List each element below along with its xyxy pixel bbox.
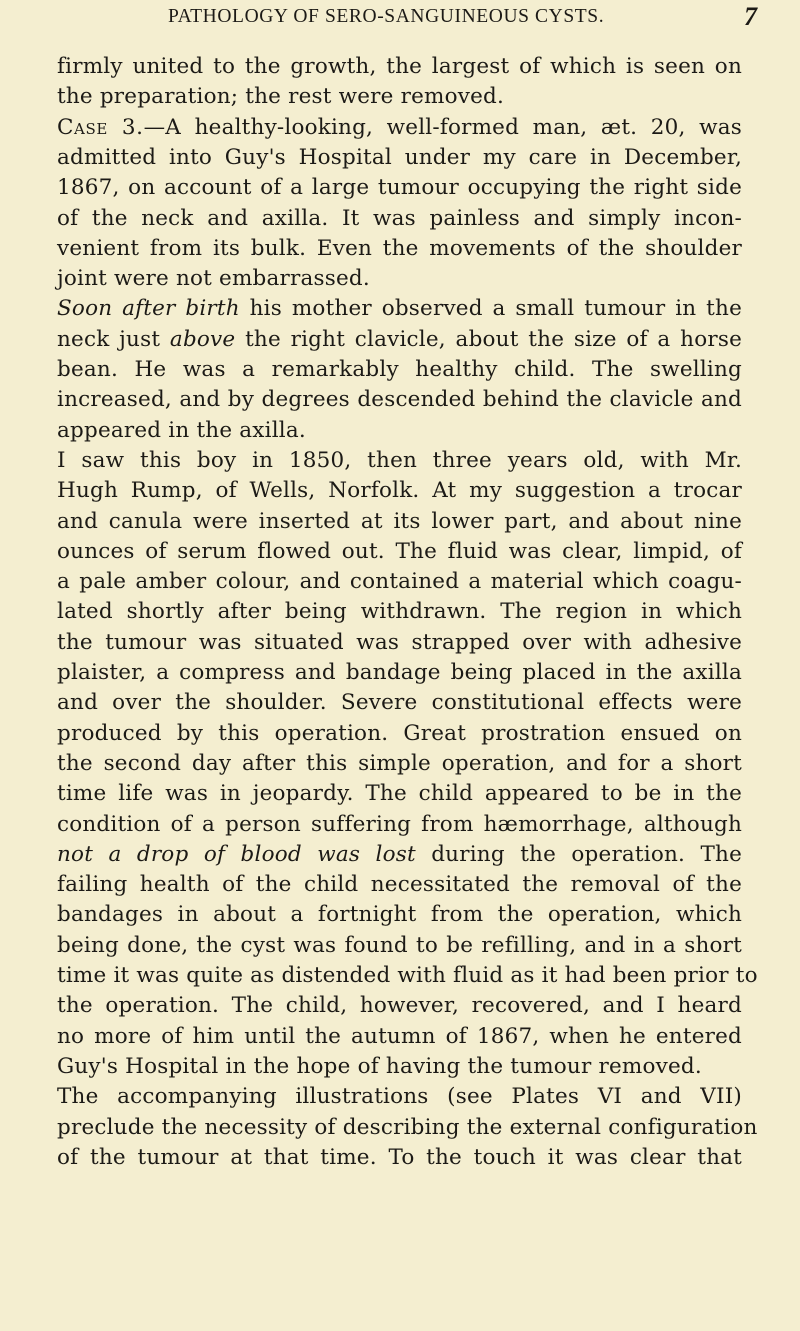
line-text: the tumour was situated was strapped over with adhesive	[57, 629, 742, 655]
text-line	[57, 749, 742, 779]
line-text: of the neck and axilla. It was painless and simply incon-	[57, 205, 742, 231]
line-text: appeared in the axilla.	[57, 417, 306, 443]
text-line	[57, 355, 742, 385]
line-text: venient from its bulk. Even the movements of the shoulder	[57, 235, 742, 261]
line-text: 1867, on account of a large tumour occupying the right side	[57, 175, 742, 201]
line-text: of the tumour at that time. To the touch it was clear that	[57, 1144, 742, 1170]
line-text: the operation. The child, however, recovered, and I heard	[57, 993, 742, 1019]
text-line	[57, 991, 742, 1021]
text-line	[57, 658, 742, 688]
text-line	[57, 779, 742, 809]
line-text: increased, and by degrees descended behind the clavicle and	[57, 387, 742, 413]
line-text: ounces of serum flowed out. The fluid was clear, limpid, of	[57, 538, 742, 564]
case-label: Case 3.	[57, 114, 144, 140]
line-text: his mother observed a small tumour in the	[239, 296, 742, 322]
italic-phrase: not a drop of blood was lost	[57, 841, 416, 867]
line-text: lated shortly after being withdrawn. The region in which	[57, 599, 742, 625]
line-text: the second day after this simple operation, and for a short	[57, 750, 742, 776]
text-line	[57, 325, 742, 355]
line-text: preclude the necessity of describing the external configuration	[57, 1114, 758, 1140]
text-line	[57, 264, 370, 294]
text-line	[57, 900, 742, 930]
text-line	[57, 719, 742, 749]
line-text: —A healthy-looking, well-formed man, æt. 20, was	[143, 114, 742, 140]
text-line	[57, 476, 742, 506]
text-line	[57, 234, 742, 264]
text-line	[57, 173, 742, 203]
text-line	[57, 628, 742, 658]
text-line	[57, 1113, 758, 1143]
text-line	[57, 204, 742, 234]
running-title: PATHOLOGY OF SERO-SANGUINEOUS CYSTS.	[168, 6, 605, 27]
italic-phrase: above	[169, 326, 236, 352]
line-text: no more of him until the autumn of 1867, when he entered	[57, 1023, 742, 1049]
page-number: 7	[744, 2, 757, 31]
line-text: and canula were inserted at its lower part, and about nine	[57, 508, 742, 534]
line-text: bean. He was a remarkably healthy child. The swelling	[57, 357, 742, 382]
text-line	[57, 567, 742, 597]
line-text: failing health of the child necessitated the removal of the	[57, 872, 742, 898]
line-text: The accompanying illustrations (see Plates VI and VII)	[57, 1084, 742, 1110]
text-line	[57, 1052, 702, 1082]
line-text: time it was quite as distended with fluid as it had been prior to	[57, 963, 758, 988]
text-line	[57, 507, 742, 537]
text-line	[57, 688, 742, 718]
line-text: during the operation. The	[415, 841, 742, 867]
text-line	[57, 840, 742, 870]
text-line	[57, 294, 742, 324]
text-line	[57, 1082, 742, 1112]
text-line	[57, 1022, 742, 1052]
text-line	[57, 385, 742, 415]
line-text: admitted into Guy's Hospital under my care in December,	[57, 144, 742, 170]
line-text: and over the shoulder. Severe constitutional effects were	[57, 690, 742, 716]
text-line	[57, 931, 742, 961]
line-text: Guy's Hospital in the hope of having the tumour removed.	[57, 1053, 702, 1079]
text-line	[57, 143, 742, 173]
text-line	[57, 1143, 742, 1173]
line-text: firmly united to the growth, the largest of which is seen on	[57, 54, 742, 79]
line-text: Hugh Rump, of Wells, Norfolk. At my suggestion a trocar	[57, 478, 742, 504]
text-line	[57, 52, 742, 82]
line-text: the right clavicle, about the size of a horse	[235, 326, 742, 352]
line-text: joint were not embarrassed.	[57, 266, 370, 292]
line-text: I saw this boy in 1850, then three years old, with Mr.	[57, 447, 742, 473]
text-line	[57, 537, 742, 567]
text-line	[57, 810, 742, 840]
text-line	[57, 113, 742, 143]
line-text: produced by this operation. Great prostration ensued on	[57, 720, 742, 746]
text-line	[57, 870, 742, 900]
text-line	[57, 961, 758, 991]
line-text: a pale amber colour, and contained a material which coagu-	[57, 569, 742, 595]
running-head	[0, 4, 800, 34]
line-text: being done, the cyst was found to be refilling, and in a short	[57, 932, 742, 958]
line-text: time life was in jeopardy. The child appeared to be in the	[57, 781, 742, 807]
line-text: the preparation; the rest were removed.	[57, 84, 504, 110]
text-line	[57, 446, 742, 476]
text-line	[57, 82, 504, 112]
italic-phrase: Soon after birth	[57, 296, 240, 322]
text-line	[57, 597, 742, 627]
text-line	[57, 416, 306, 446]
line-text: condition of a person suffering from hæmorrhage, although	[57, 811, 742, 837]
line-text: bandages in about a fortnight from the operation, which	[57, 902, 742, 928]
line-text: neck just	[57, 326, 170, 352]
line-text: plaister, a compress and bandage being placed in the axilla	[57, 660, 742, 685]
